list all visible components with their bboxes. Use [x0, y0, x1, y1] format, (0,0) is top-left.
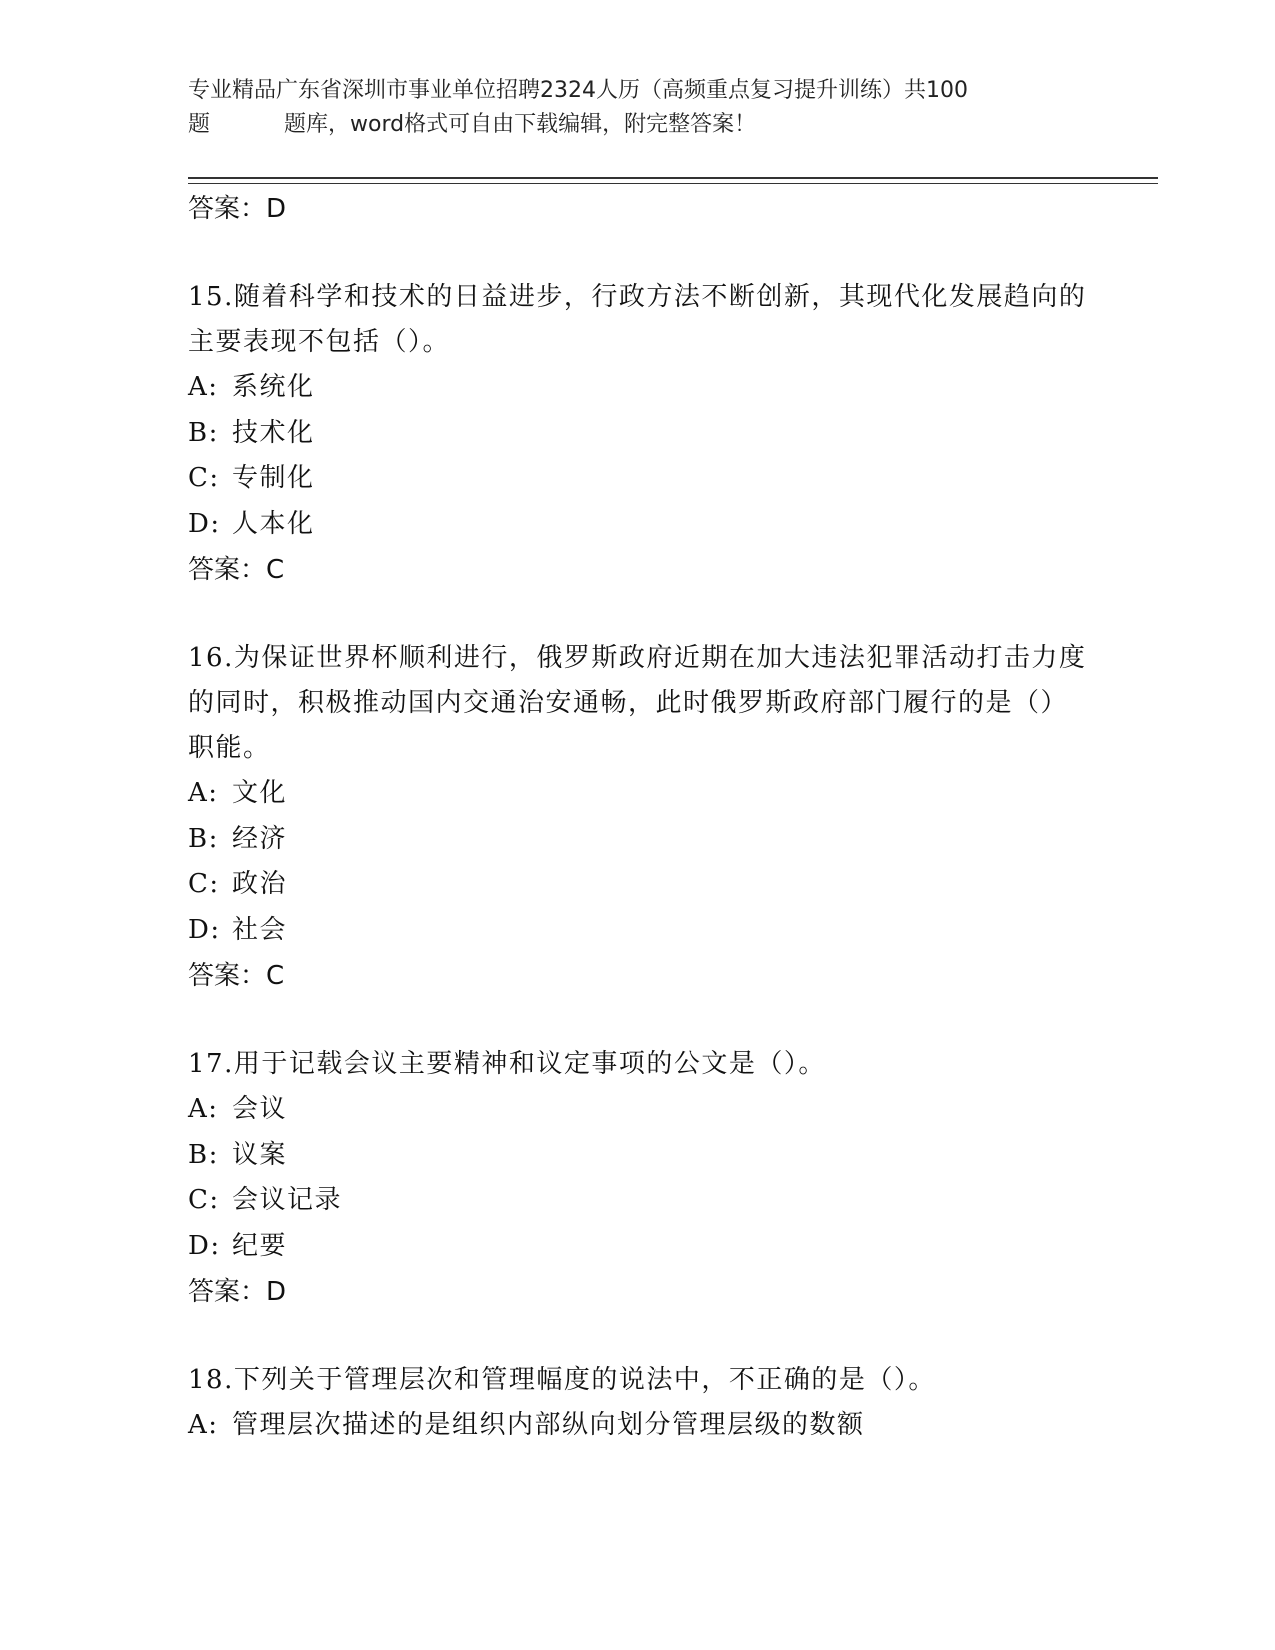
- option-text: 系统化: [232, 372, 315, 402]
- option-d: [188, 1224, 1088, 1270]
- header-second-line: [188, 108, 1088, 142]
- option-a: [188, 1087, 1088, 1133]
- option-label: A:: [188, 1410, 219, 1440]
- option-text: 会议: [232, 1094, 288, 1124]
- answer-line: 答案：C: [188, 961, 285, 991]
- header-line2-left: 题: [188, 112, 211, 137]
- option-label: C:: [188, 463, 220, 493]
- option-b: [188, 817, 1088, 863]
- option-label: C:: [188, 1185, 220, 1215]
- question-stem: 17.用于记载会议主要精神和议定事项的公文是（）。: [188, 1049, 826, 1079]
- option-c: [188, 862, 1088, 908]
- question-16: [188, 636, 1088, 999]
- option-text: 会议记录: [232, 1185, 343, 1215]
- option-b: [188, 1133, 1088, 1179]
- option-c: [188, 456, 1088, 502]
- option-label: D:: [188, 914, 221, 945]
- option-a: [188, 365, 1088, 411]
- option-label: D:: [188, 1230, 221, 1261]
- option-b: [188, 411, 1088, 457]
- option-label: C:: [188, 869, 220, 899]
- question-stem: 15.随着科学和技术的日益进步，行政方法不断创新，其现代化发展趋向的主要表现不包括（）。: [188, 282, 1087, 357]
- header-rule-thin: [188, 183, 1158, 184]
- question-17: [188, 1042, 1088, 1315]
- option-text: 专制化: [232, 463, 315, 493]
- option-text: 社会: [232, 914, 288, 945]
- option-text: 技术化: [232, 417, 315, 448]
- answer-line: 答案：D: [188, 194, 287, 224]
- question-list: [188, 186, 1088, 1449]
- option-label: A:: [188, 372, 219, 402]
- question-15: [188, 275, 1088, 593]
- option-text: 文化: [232, 778, 288, 808]
- question-stem: 18.下列关于管理层次和管理幅度的说法中，不正确的是（）。: [188, 1365, 936, 1395]
- option-label: A:: [188, 1094, 219, 1124]
- header-line2-right: 题库，word格式可自由下载编辑，附完整答案！: [284, 112, 757, 137]
- header-title-line: 专业精品广东省深圳市事业单位招聘2324人历（高频重点复习提升训练）共100: [188, 78, 968, 103]
- answer-line: 答案：C: [188, 555, 285, 585]
- option-label: B:: [188, 823, 219, 854]
- question-stem: 16.为保证世界杯顺利进行，俄罗斯政府近期在加大违法犯罪活动打击力度的同时，积极推动国内交通治安通畅，此时俄罗斯政府部门履行的是（）职能。: [188, 643, 1087, 763]
- option-a: [188, 1403, 1088, 1449]
- option-a: [188, 771, 1088, 817]
- option-label: D:: [188, 508, 221, 539]
- option-c: [188, 1178, 1088, 1224]
- option-label: B:: [188, 417, 219, 448]
- option-d: [188, 502, 1088, 548]
- option-text: 人本化: [232, 508, 315, 539]
- option-text: 管理层次描述的是组织内部纵向划分管理层级的数额: [232, 1410, 865, 1440]
- page-header: [188, 74, 1088, 142]
- option-text: 议案: [232, 1139, 288, 1170]
- header-rule-thick: [188, 177, 1158, 179]
- option-label: B:: [188, 1139, 219, 1170]
- answer-line: 答案：D: [188, 1277, 287, 1307]
- option-text: 纪要: [232, 1230, 288, 1261]
- option-d: [188, 908, 1088, 954]
- question-18: [188, 1358, 1088, 1449]
- option-label: A:: [188, 778, 219, 808]
- option-text: 经济: [232, 823, 288, 854]
- option-text: 政治: [232, 869, 288, 899]
